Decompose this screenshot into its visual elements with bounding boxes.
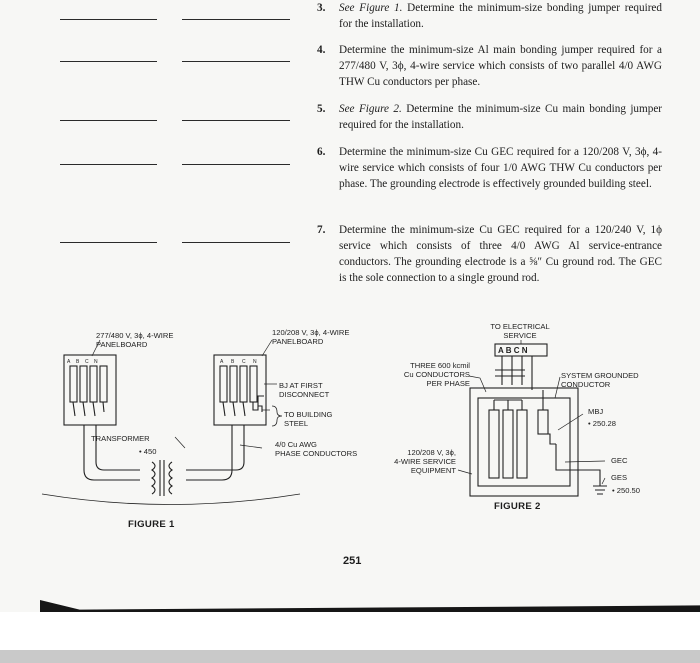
question-text: Determine the minimum-size Cu main bonding jumper required for the installation. — [339, 103, 663, 131]
bonding-jumper-label: BJ AT FIRST DISCONNECT — [279, 381, 330, 399]
question-number: 6. — [317, 146, 326, 158]
figure2-caption: FIGURE 2 — [494, 501, 541, 512]
question-text: Determine the minimum-size Cu GEC required for a 120/240 V, 1ϕ service which consists of three 4/0 AWG Al service-entrance conductors. The grounding electrode is a ⅝″ Cu ground rod. The GEC is the sole connection to a single ground rod. — [339, 224, 662, 284]
svg-text:C: C — [85, 359, 89, 365]
system-grounded-conductor-label: SYSTEM GROUNDED CONDUCTOR — [561, 371, 639, 389]
svg-text:B: B — [231, 359, 235, 365]
transformer-reference: • 450 — [139, 447, 157, 456]
mbj-label: MBJ — [588, 407, 604, 416]
right-panelboard-label: 120/208 V, 3ϕ, 4-WIRE PANELBOARD — [272, 328, 350, 346]
svg-text:A: A — [220, 359, 224, 365]
svg-text:N: N — [253, 359, 257, 365]
conductors-per-phase-label: THREE 600 kcmil Cu CONDUCTORS PER PHASE — [403, 361, 470, 388]
svg-text:N: N — [94, 359, 98, 365]
question-text: Determine the minimum-size Al main bonding jumper required for a 277/480 V, 3ϕ, 4-wire service which consists of two parallel 4/0 AWG THW Cu conductors per phase. — [339, 44, 662, 88]
page-number: 251 — [343, 555, 362, 567]
figure-reference: See Figure 1. — [339, 2, 403, 14]
question-number: 4. — [317, 44, 326, 56]
svg-text:A: A — [67, 359, 71, 365]
left-panelboard-label: 277/480 V, 3ϕ, 4-WIRE PANELBOARD — [96, 331, 174, 349]
figure-reference: See Figure 2. — [339, 103, 402, 115]
figure1-caption: FIGURE 1 — [128, 519, 175, 530]
service-equipment-box — [470, 388, 578, 496]
service-equipment-label: 120/208 V, 3ϕ, 4-WIRE SERVICE EQUIPMENT — [394, 448, 456, 475]
phase-conductors-label: 4/0 Cu AWG PHASE CONDUCTORS — [275, 440, 358, 458]
svg-text:B: B — [76, 359, 80, 365]
background-band — [0, 650, 700, 663]
ges-label: GES — [611, 473, 628, 482]
question-number: 5. — [317, 103, 326, 115]
mbj-reference: • 250.28 — [588, 419, 616, 428]
gec-label: GEC — [611, 456, 628, 465]
question-number: 7. — [317, 224, 326, 236]
question-number: 3. — [317, 2, 326, 14]
question-text: Determine the minimum-size bonding jumper required for the installation. — [339, 2, 662, 30]
building-steel-label: TO BUILDING STEEL — [284, 410, 333, 428]
transformer-label: TRANSFORMER — [91, 434, 150, 443]
ges-reference: • 250.50 — [612, 486, 640, 495]
to-electrical-service-label: TO ELECTRICAL SERVICE — [490, 322, 550, 340]
figure2-phase-letters: A B C N — [498, 346, 528, 355]
question-text: Determine the minimum-size Cu GEC required for a 120/208 V, 3ϕ, 4-wire service which consists of four 1/0 AWG THW Cu conductors per phase. The grounding electrode is effectively grounded building steel. — [339, 146, 662, 190]
svg-text:C: C — [242, 359, 246, 365]
